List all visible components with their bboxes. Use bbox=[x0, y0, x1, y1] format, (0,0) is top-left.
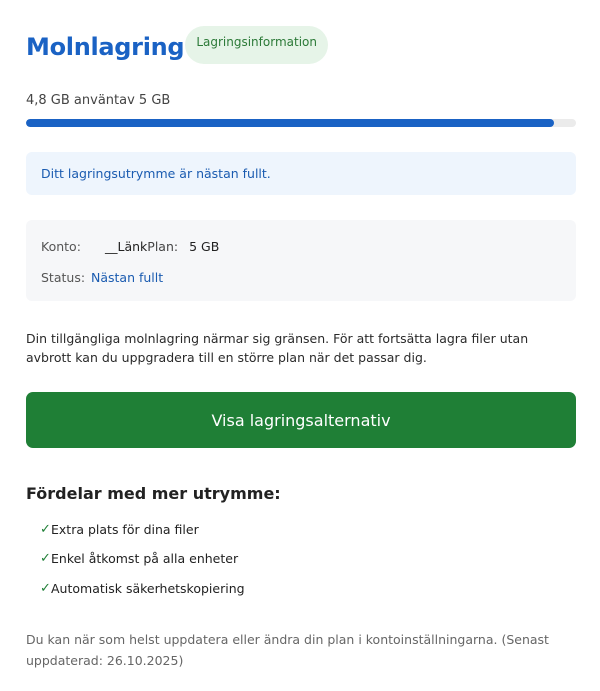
storage-progress-fill bbox=[26, 119, 554, 127]
plan-label: Plan: bbox=[147, 238, 179, 254]
account-row bbox=[41, 237, 561, 255]
plan-value: 5 GB bbox=[189, 238, 220, 254]
status-label: Status: bbox=[41, 269, 86, 285]
footer-note: Du kan när som helst uppdatera eller ändra din plan i kontoinställningarna. (Senast uppdaterad: 26.10.2025) bbox=[26, 632, 549, 668]
checkmark-icon: ✓ bbox=[40, 521, 51, 537]
storage-info-badge: Lagringsinformation bbox=[185, 26, 328, 64]
benefit-text: Extra plats för dina filer bbox=[51, 521, 199, 537]
storage-description: Din tillgängliga molnlagring närmar sig gränsen. För att fortsätta lagra filer utan avbrott kan du uppgradera till en större plan när det passar dig. bbox=[26, 331, 529, 365]
account-info-box bbox=[26, 220, 576, 301]
page-header bbox=[26, 0, 576, 70]
benefit-text: Automatisk säkerhetskopiering bbox=[51, 580, 245, 596]
view-storage-options-button[interactable]: Visa lagringsalternativ bbox=[26, 392, 576, 448]
account-label: Konto: bbox=[41, 238, 81, 254]
status-value-link[interactable]: Nästan fullt bbox=[91, 269, 164, 285]
checkmark-icon: ✓ bbox=[40, 551, 51, 566]
benefit-text: Enkel åtkomst på alla enheter bbox=[51, 551, 239, 566]
benefit-item bbox=[40, 520, 576, 538]
page-title: Molnlagring bbox=[26, 33, 185, 61]
storage-warning-alert bbox=[26, 152, 576, 195]
storage-warning-text: Ditt lagringsutrymme är nästan fullt. bbox=[41, 166, 271, 181]
status-row bbox=[41, 268, 561, 286]
account-link[interactable]: __Länk bbox=[105, 238, 148, 254]
checkmark-icon: ✓ bbox=[40, 580, 51, 596]
storage-progress-bar bbox=[26, 119, 576, 127]
benefits-title: Fördelar med mer utrymme: bbox=[26, 484, 281, 503]
benefit-item bbox=[40, 550, 576, 568]
benefit-item bbox=[40, 579, 576, 597]
storage-usage-text: 4,8 GB använtav 5 GB bbox=[26, 93, 171, 108]
benefits-list bbox=[40, 520, 576, 597]
